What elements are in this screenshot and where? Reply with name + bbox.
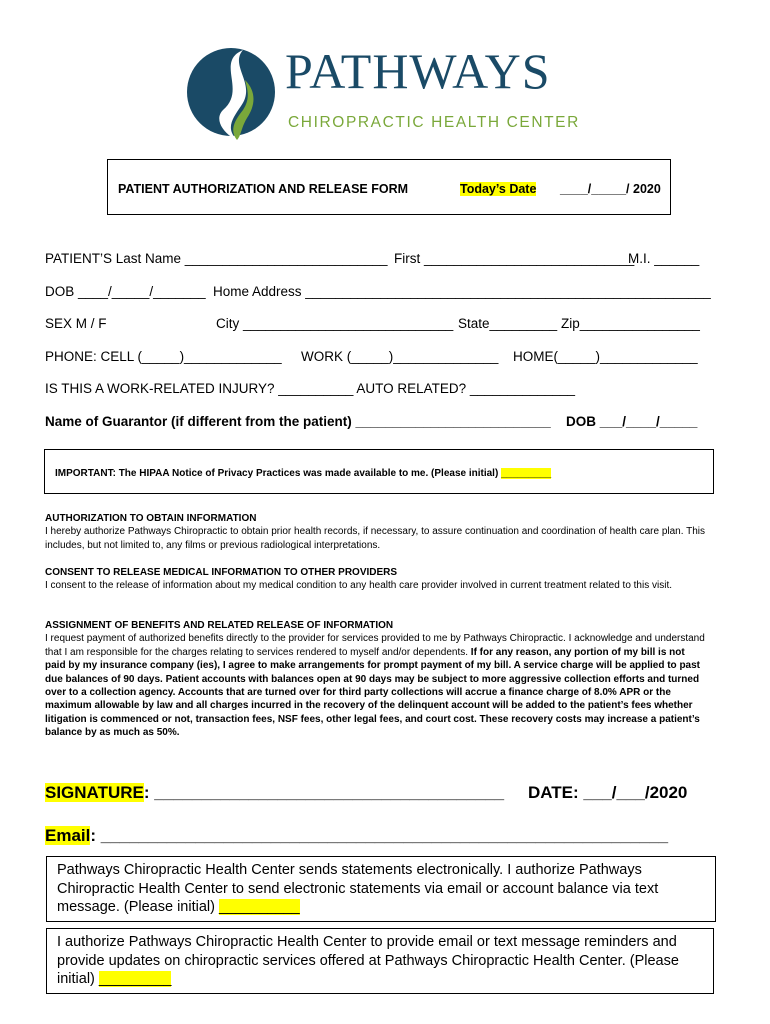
logo-subtitle: CHIROPRACTIC HEALTH CENTER [288, 114, 580, 131]
electronic-statements-notice [46, 856, 716, 922]
last-name-field[interactable]: PATIENT’S Last Name ___________________________ [45, 251, 388, 266]
section-body-bold: If for any reason, any portion of my bill is not paid by my insurance company (ies), I agree to make arrangements for prompt payment of my bill. A service charge will be applied to past due balances of 90 days. Patient accounts with balances open at 90 days may be subject to more aggressive collection efforts and turned over to a collection agency. Accounts that are turned over for third party collections will accrue a finance charge of 8.0% APR or the maximum allowable by law and all charges incurred in the recovery of the delinquent account will be added to the patient’s fees whether litigation is commenced or not, transaction fees, NSF fees, other legal fees, and court cost. These recovery costs may increase a patient’s balance by as much as 50%. [45, 646, 700, 739]
middle-initial-field[interactable]: M.I. ______ [628, 251, 700, 266]
signature-label: SIGNATURE [45, 783, 144, 802]
todays-date-field[interactable]: ____/_____/ 2020 [560, 182, 661, 196]
form-header-box [107, 159, 671, 215]
home-phone-field[interactable]: HOME(_____)_____________ [513, 349, 698, 364]
sex-field[interactable]: SEX M / F [45, 316, 107, 331]
first-name-field[interactable]: First ____________________________ [394, 251, 635, 266]
signature-date-field[interactable]: DATE: ___/___/2020 [528, 783, 688, 802]
cell-phone-field[interactable]: PHONE: CELL (_____)_____________ [45, 349, 282, 364]
reminders-initial-field[interactable]: _________ [98, 971, 172, 987]
email-label: Email [45, 826, 91, 845]
pathways-emblem-icon [185, 40, 280, 145]
section-heading: AUTHORIZATION TO OBTAIN INFORMATION [45, 513, 257, 524]
reminders-notice [46, 928, 714, 994]
hipaa-initial-field[interactable]: _________ [501, 468, 552, 479]
logo-wordmark: PATHWAYS [285, 43, 551, 99]
notice-text: Pathways Chiropractic Health Center sends statements electronically. I authorize Pathways Chiropractic Health Center to send electronic statements via email or account balance via text message. (Please initial) [57, 862, 659, 915]
section-body [45, 632, 705, 739]
signature-row [45, 783, 504, 803]
hipaa-notice-box [44, 449, 714, 494]
zip-field[interactable]: Zip________________ [561, 316, 700, 331]
hipaa-notice-label: IMPORTANT: The HIPAA Notice of Privacy Practices was made available to me. (Please initial) [55, 468, 499, 479]
form-title: PATIENT AUTHORIZATION AND RELEASE FORM [118, 182, 409, 196]
assignment-section [45, 619, 705, 740]
notice-text: I authorize Pathways Chiropractic Health Center to provide email or text message reminders and provide updates on chiropractic services offered at Pathways Chiropractic Health Center. (Please initial) [57, 934, 679, 987]
section-heading: ASSIGNMENT OF BENEFITS AND RELATED RELEASE OF INFORMATION [45, 620, 394, 631]
pathways-logo [185, 40, 595, 145]
injury-question-field[interactable]: IS THIS A WORK-RELATED INJURY? __________ AUTO RELATED? ______________ [45, 381, 576, 396]
section-body-text: I request payment of authorized benefits directly to the provider for services provided to me by Pathways Chiropractic. I acknowledge and understand that I am responsible for the charges relating to services rendered to myself and/or dependents. [45, 633, 705, 658]
state-field[interactable]: State_________ [458, 316, 558, 331]
authorization-section [45, 512, 715, 552]
section-body: I consent to the release of information about my medical condition to any health care provider involved in current treatment related to this visit. [45, 580, 672, 592]
signature-field[interactable]: : _____________________________________ [143, 783, 505, 802]
email-row [45, 826, 668, 846]
work-phone-field[interactable]: WORK (_____)______________ [301, 349, 499, 364]
city-field[interactable]: City ____________________________ [216, 316, 454, 331]
dob-field[interactable]: DOB ____/_____/_______ [45, 284, 206, 299]
todays-date-label: Today’s Date [460, 182, 537, 196]
guarantor-field[interactable]: Name of Guarantor (if different from the patient) __________________________ [45, 414, 551, 429]
consent-section [45, 566, 715, 593]
section-body: I hereby authorize Pathways Chiropractic to obtain prior health records, if necessary, to assure continuation and coordination of health care plan. This includes, but not limited to, any films or previous radiological interpretations. [45, 526, 705, 551]
guarantor-dob-field[interactable]: DOB ___/____/_____ [566, 414, 698, 429]
section-heading: CONSENT TO RELEASE MEDICAL INFORMATION TO OTHER PROVIDERS [45, 567, 398, 578]
email-field[interactable]: : ____________________________________________________________ [90, 826, 669, 845]
statements-initial-field[interactable]: __________ [219, 899, 300, 915]
hipaa-notice-text [55, 468, 551, 479]
home-address-field[interactable]: Home Address ______________________________________________________ [213, 284, 711, 299]
